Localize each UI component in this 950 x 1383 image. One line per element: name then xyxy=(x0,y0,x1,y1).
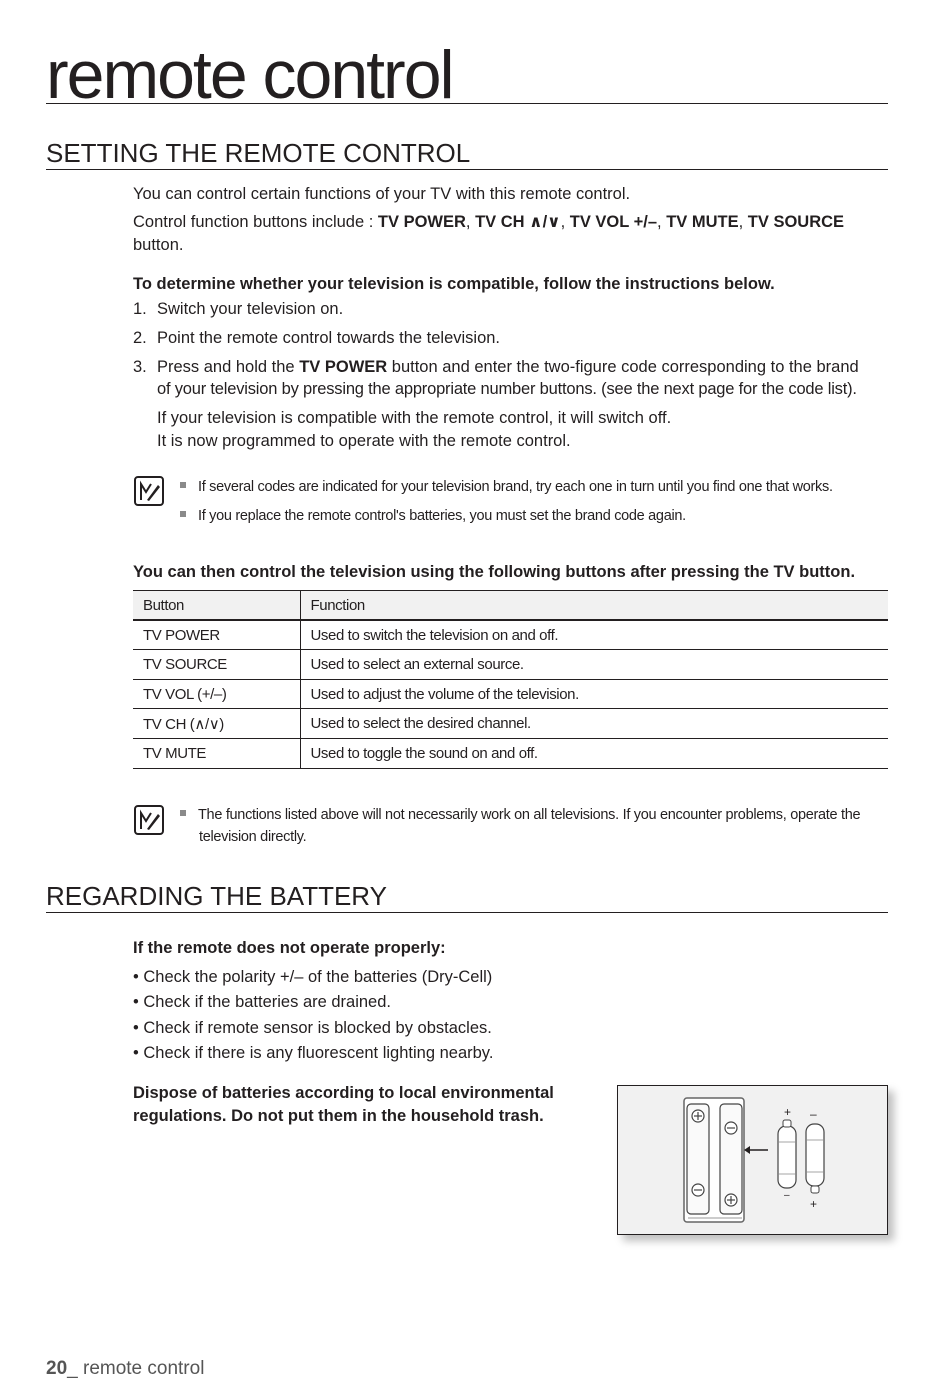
page-title-rule xyxy=(46,37,888,113)
control-buttons-text: Control function buttons include : TV POWER, TV CH ∧/∨, TV VOL +/–, TV MUTE, TV SOURCE button. xyxy=(133,213,845,254)
column-header-button: Button xyxy=(133,591,300,621)
page-title: remote control xyxy=(46,37,453,113)
footer-label: _ remote control xyxy=(67,1358,205,1379)
button-cell: TV MUTE xyxy=(133,738,300,768)
step-1: 1. Switch your television on. xyxy=(133,300,344,318)
step-3-line2: of your television by pressing the appropriate number buttons. (see the next page for the code list). xyxy=(157,380,857,398)
bullet-item: • Check if there is any fluorescent lighting nearby. xyxy=(133,1044,494,1062)
section-heading-setting: SETTING THE REMOTE CONTROL xyxy=(46,138,888,170)
note-icon xyxy=(134,476,164,506)
compat-line-2: It is now programmed to operate with the remote control. xyxy=(157,432,571,450)
section-heading-battery: REGARDING THE BATTERY xyxy=(46,881,888,913)
bullet-item: • Check if remote sensor is blocked by obstacles. xyxy=(133,1019,492,1037)
note-item: The functions listed above will not necessarily work on all televisions. If you encounter problems, operate the television directly. xyxy=(180,804,890,848)
bullet-item: • Check the polarity +/– of the batteries (Dry-Cell) xyxy=(133,968,493,986)
table-row xyxy=(133,620,888,650)
table-heading: You can then control the television using the following buttons after pressing the TV button. xyxy=(133,563,856,581)
step-3: 3. Press and hold the TV POWER button and enter the two-figure code corresponding to the brand xyxy=(133,358,859,376)
table-header-row xyxy=(133,591,888,621)
battery-illustration xyxy=(617,1085,888,1235)
compat-heading: To determine whether your television is compatible, follow the instructions below. xyxy=(133,275,775,293)
function-cell: Used to adjust the volume of the television. xyxy=(300,679,888,709)
note-item: If you replace the remote control's batteries, you must set the brand code again. xyxy=(180,505,890,527)
note-icon xyxy=(134,805,164,835)
button-cell: TV POWER xyxy=(133,620,300,650)
plus-label: + xyxy=(810,1197,818,1211)
button-cell: TV SOURCE xyxy=(133,650,300,680)
battery-compartment-icon xyxy=(618,1086,887,1234)
function-cell: Used to switch the television on and off. xyxy=(300,620,888,650)
table-row xyxy=(133,738,888,768)
dispose-text: Dispose of batteries according to local environmental regulations. Do not put them in the household trash. xyxy=(133,1084,554,1125)
minus-label: – xyxy=(810,1107,817,1121)
note-item: If several codes are indicated for your television brand, try each one in turn until you find one that works. xyxy=(180,476,890,498)
square-bullet-icon xyxy=(180,482,186,488)
battery-subheading: If the remote does not operate properly: xyxy=(133,939,446,957)
square-bullet-icon xyxy=(180,810,186,816)
button-cell: TV CH (∧/∨) xyxy=(133,709,300,739)
table-row xyxy=(133,650,888,680)
minus-label: – xyxy=(784,1190,790,1201)
plus-label: + xyxy=(784,1105,792,1119)
bullet-item: • Check if the batteries are drained. xyxy=(133,993,391,1011)
table-row xyxy=(133,709,888,739)
step-2: 2. Point the remote control towards the television. xyxy=(133,329,501,347)
column-header-function: Function xyxy=(300,591,888,621)
function-cell: Used to select the desired channel. xyxy=(300,709,888,739)
intro-text: You can control certain functions of your TV with this remote control. xyxy=(133,185,631,203)
square-bullet-icon xyxy=(180,511,186,517)
function-cell: Used to toggle the sound on and off. xyxy=(300,738,888,768)
function-cell: Used to select an external source. xyxy=(300,650,888,680)
table-row xyxy=(133,679,888,709)
compat-line-1: If your television is compatible with the remote control, it will switch off. xyxy=(157,409,672,427)
page-number: 20 xyxy=(46,1358,68,1379)
button-cell: TV VOL (+/–) xyxy=(133,679,300,709)
function-table xyxy=(133,590,888,769)
page-footer xyxy=(46,1358,204,1380)
